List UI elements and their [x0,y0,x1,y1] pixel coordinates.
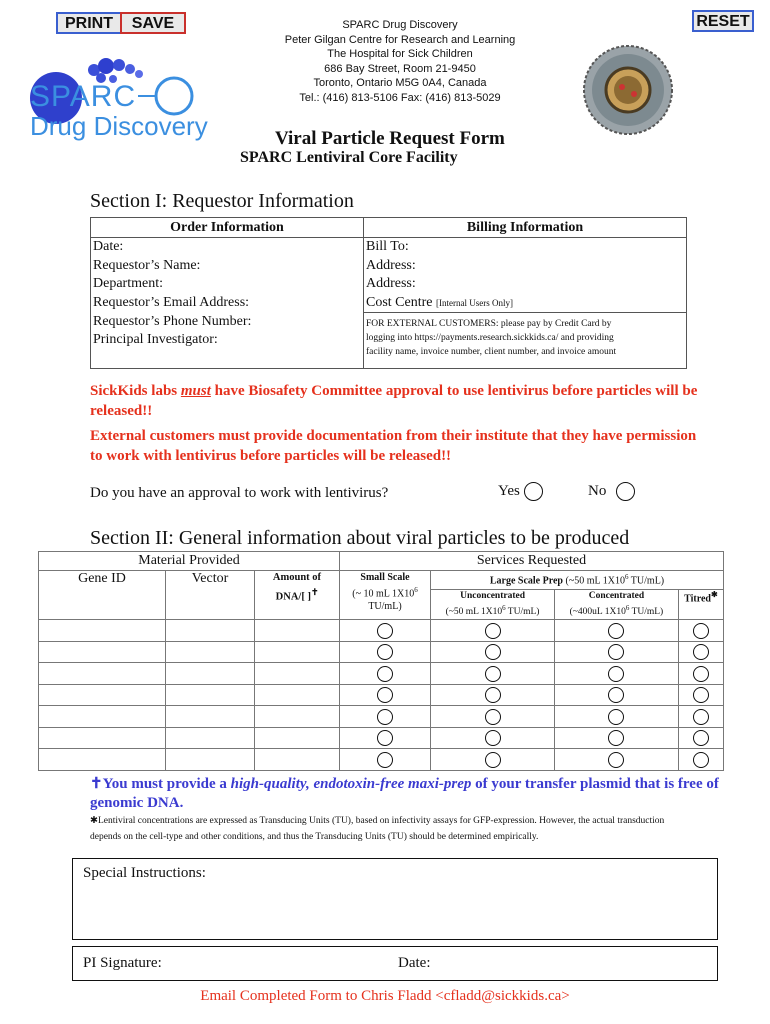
concentrated-radio[interactable] [608,623,624,639]
concentrated-cell [555,641,679,663]
concentrated-label: Concentrated [588,591,645,602]
vector-header: Vector [166,571,255,620]
external-note-line: logging into https://payments.research.sickkids.ca/ and providing [366,333,614,343]
vector-cell[interactable] [166,749,255,771]
vector-cell[interactable] [166,727,255,749]
unconcentrated-cell [431,641,555,663]
logo-text-sparc: SPARC [30,80,137,113]
signature-box [72,946,718,981]
address-line: The Hospital for Sick Children [327,48,473,61]
approval-question: Do you have an approval to work with lentivirus? [90,485,389,501]
requestor-table [90,217,687,369]
titred-radio[interactable] [693,644,709,660]
dagger-mark: ✝ [310,587,319,597]
biosafety-warning [90,381,720,421]
unconcentrated-cell [431,749,555,771]
small-scale-radio[interactable] [377,644,393,660]
approval-yes-radio[interactable] [524,482,543,501]
titred-cell [678,641,723,663]
table-row [39,684,724,706]
maxi-prep-note [90,775,720,813]
gene-id-cell[interactable] [39,727,166,749]
gene-id-cell[interactable] [39,620,166,642]
sup-exponent: 6 [414,586,418,594]
date-field[interactable]: Date: [398,955,431,971]
titred-cell [678,620,723,642]
address-line: Peter Gilgan Centre for Research and Learning [284,33,516,46]
material-provided-header: Material Provided [39,552,340,571]
table-body [39,620,724,771]
logo-text-drug-discovery: Drug Discovery [30,111,208,141]
titred-cell [678,749,723,771]
vector-cell[interactable] [166,706,255,728]
order-field-pi[interactable]: Principal Investigator: [91,331,364,350]
unconcentrated-radio[interactable] [485,709,501,725]
section2-title: Section II: General information about viral particles to be produced [90,527,630,549]
large-scale-sub-end: TU/mL) [628,575,665,587]
concentrated-radio[interactable] [608,687,624,703]
pi-signature-field[interactable]: PI Signature: [83,955,162,971]
approval-no[interactable] [588,482,635,501]
gene-id-cell[interactable] [39,663,166,685]
concentrated-cell [555,663,679,685]
unconcentrated-radio[interactable] [485,644,501,660]
titred-radio[interactable] [693,752,709,768]
table-row [39,727,724,749]
concentrated-cell [555,620,679,642]
small-scale-cell [340,706,431,728]
sup-exponent: 6 [625,604,630,613]
titred-cell [678,663,723,685]
large-scale-sub: (~50 mL 1X10 [565,575,625,587]
concentrated-cell [555,727,679,749]
titred-radio[interactable] [693,730,709,746]
external-warning: External customers must provide documentation from their institute that they have permission to work with lentivirus before particles will be released!! [90,428,697,464]
cost-centre-note: [Internal Users Only] [436,297,513,308]
table-row [39,706,724,728]
address-line: SPARC Drug Discovery [342,19,458,31]
small-scale-cell [340,684,431,706]
small-scale-radio[interactable] [377,687,393,703]
sup-exponent: 6 [624,573,629,582]
unconcentrated-cell [431,684,555,706]
vector-cell[interactable] [166,684,255,706]
small-scale-header [340,571,431,620]
unconcentrated-radio[interactable] [485,623,501,639]
amount-of-label: Amount of [272,572,322,583]
approval-no-label: No [588,482,607,499]
order-field-date[interactable]: Date: [91,238,364,257]
special-instructions-field[interactable] [72,858,718,940]
small-scale-label: Small Scale [360,572,410,583]
concentrated-cell [555,706,679,728]
viral-particles-table [38,551,724,771]
vector-cell[interactable] [166,663,255,685]
titred-label: Titred [684,593,711,605]
sup-exponent: 6 [502,604,506,613]
email-footer: Email Completed Form to Chris Fladd <cfladd@sickkids.ca> [200,988,570,1004]
warning-must: must [180,383,211,399]
unconcentrated-cell [431,663,555,685]
address-line: Tel.: (416) 813-5106 Fax: (416) 813-5029 [299,91,501,104]
order-field-email[interactable]: Requestor’s Email Address: [91,294,364,313]
table-row [39,663,724,685]
form-subtitle: SPARC Lentiviral Core Facility [240,149,458,166]
reset-button[interactable]: RESET [692,10,754,32]
order-field-phone[interactable]: Requestor’s Phone Number: [91,313,364,332]
titred-cell [678,727,723,749]
billing-field-cost-centre[interactable] [364,294,687,313]
titred-radio[interactable] [693,709,709,725]
titred-cell [678,684,723,706]
concentrated-radio[interactable] [608,709,624,725]
billing-field-address-1[interactable]: Address: [364,257,687,276]
gene-id-cell[interactable] [39,641,166,663]
billing-field-bill-to[interactable]: Bill To: [364,238,687,257]
unconcentrated-radio[interactable] [485,730,501,746]
amount-dna-cell[interactable] [255,641,340,663]
lentiviral-note [90,813,690,845]
cost-centre-label: Cost Centre [366,294,433,310]
order-field-blank[interactable] [91,350,364,369]
approval-yes[interactable] [498,482,543,501]
concentrated-radio[interactable] [608,644,624,660]
gene-id-cell[interactable] [39,706,166,728]
concentrated-sub-end: TU/mL) [629,607,664,618]
titred-radio[interactable] [693,623,709,639]
titred-cell [678,706,723,728]
maxi-note-emphasis: high-quality, endotoxin-free maxi-prep [230,776,472,792]
amount-dna-cell[interactable] [255,727,340,749]
unconcentrated-label: Unconcentrated [460,591,525,602]
amount-dna-cell[interactable] [255,620,340,642]
approval-yes-label: Yes [498,482,520,499]
small-scale-radio[interactable] [377,623,393,639]
concentrated-radio[interactable] [608,752,624,768]
amount-dna-cell[interactable] [255,684,340,706]
address-block [270,18,530,106]
save-button[interactable]: SAVE [120,12,186,34]
star-mark: ✱ [710,590,718,599]
concentrated-radio[interactable] [608,730,624,746]
dna-label: DNA/[ ] [275,591,311,603]
small-scale-radio[interactable] [377,730,393,746]
star-mark: ✱ [90,816,98,826]
unconcentrated-radio[interactable] [485,687,501,703]
concentrated-cell [555,749,679,771]
gene-id-header: Gene ID [39,571,166,620]
titred-radio[interactable] [693,687,709,703]
amount-dna-cell[interactable] [255,706,340,728]
maxi-note-text: You must provide a [102,776,231,792]
unconcentrated-cell [431,727,555,749]
unconcentrated-sub-end: TU/mL) [505,607,540,618]
services-requested-header: Services Requested [340,552,724,571]
maxi-note-text: of your transfer plasmid that is free of genomic DNA. [90,776,719,811]
form-title: Viral Particle Request Form [275,128,505,149]
dagger-mark: ✝ [90,776,103,792]
external-note-line: FOR EXTERNAL CUSTOMERS: please pay by Credit Card by [366,319,612,329]
vector-cell[interactable] [166,641,255,663]
billing-info-header: Billing Information [364,218,687,238]
warning-text: have Biosafety Committee approval to use lentivirus before particles will be released!! [90,383,698,419]
table-row [39,641,724,663]
table-row [39,749,724,771]
small-scale-radio[interactable] [377,666,393,682]
unconcentrated-cell [431,620,555,642]
unconcentrated-radio[interactable] [485,666,501,682]
amount-dna-cell[interactable] [255,749,340,771]
lentiviral-note-text: Lentiviral concentrations are expressed as Transducing Units (TU), based on infectivity assays for GFP-expression. However, the actual transduction depends on the cell-type and other conditions, and thus the Transducing Units (TU) should be determined empirically. [90,816,665,842]
vector-cell[interactable] [166,620,255,642]
small-scale-sub-2: TU/mL) [368,601,402,613]
large-scale-header [431,571,724,590]
table-row [39,620,724,642]
amount-dna-header [255,571,340,620]
order-field-department[interactable]: Department: [91,275,364,294]
unconcentrated-radio[interactable] [485,752,501,768]
concentrated-sub: (~400uL 1X10 [569,607,626,618]
titred-radio[interactable] [693,666,709,682]
amount-dna-cell[interactable] [255,663,340,685]
small-scale-sub: (~ 10 mL 1X10 [352,588,415,600]
order-info-header: Order Information [91,218,364,238]
concentrated-header [555,590,679,620]
small-scale-radio[interactable] [377,709,393,725]
large-scale-label: Large Scale Prep [489,575,563,587]
section1-title: Section I: Requestor Information [90,190,354,212]
gene-id-cell[interactable] [39,684,166,706]
approval-no-radio[interactable] [616,482,635,501]
unconcentrated-sub: (~50 mL 1X10 [445,607,503,618]
special-instructions-label: Special Instructions: [83,865,206,881]
small-scale-cell [340,641,431,663]
small-scale-cell [340,727,431,749]
external-customer-note [364,313,687,369]
small-scale-cell [340,663,431,685]
order-field-name[interactable]: Requestor’s Name: [91,257,364,276]
address-line: 686 Bay Street, Room 21-9450 [324,62,476,75]
gene-id-cell[interactable] [39,749,166,771]
print-button[interactable]: PRINT [56,12,122,34]
small-scale-cell [340,620,431,642]
unconcentrated-header [431,590,555,620]
address-line: Toronto, Ontario M5G 0A4, Canada [313,77,487,90]
small-scale-cell [340,749,431,771]
external-note-line: facility name, invoice number, client number, and invoice amount [366,347,617,357]
titred-header [678,590,723,620]
warning-text: SickKids labs [90,383,181,399]
concentrated-radio[interactable] [608,666,624,682]
concentrated-cell [555,684,679,706]
small-scale-radio[interactable] [377,752,393,768]
unconcentrated-cell [431,706,555,728]
virus-illustration [578,40,678,140]
billing-field-address-2[interactable]: Address: [364,275,687,294]
